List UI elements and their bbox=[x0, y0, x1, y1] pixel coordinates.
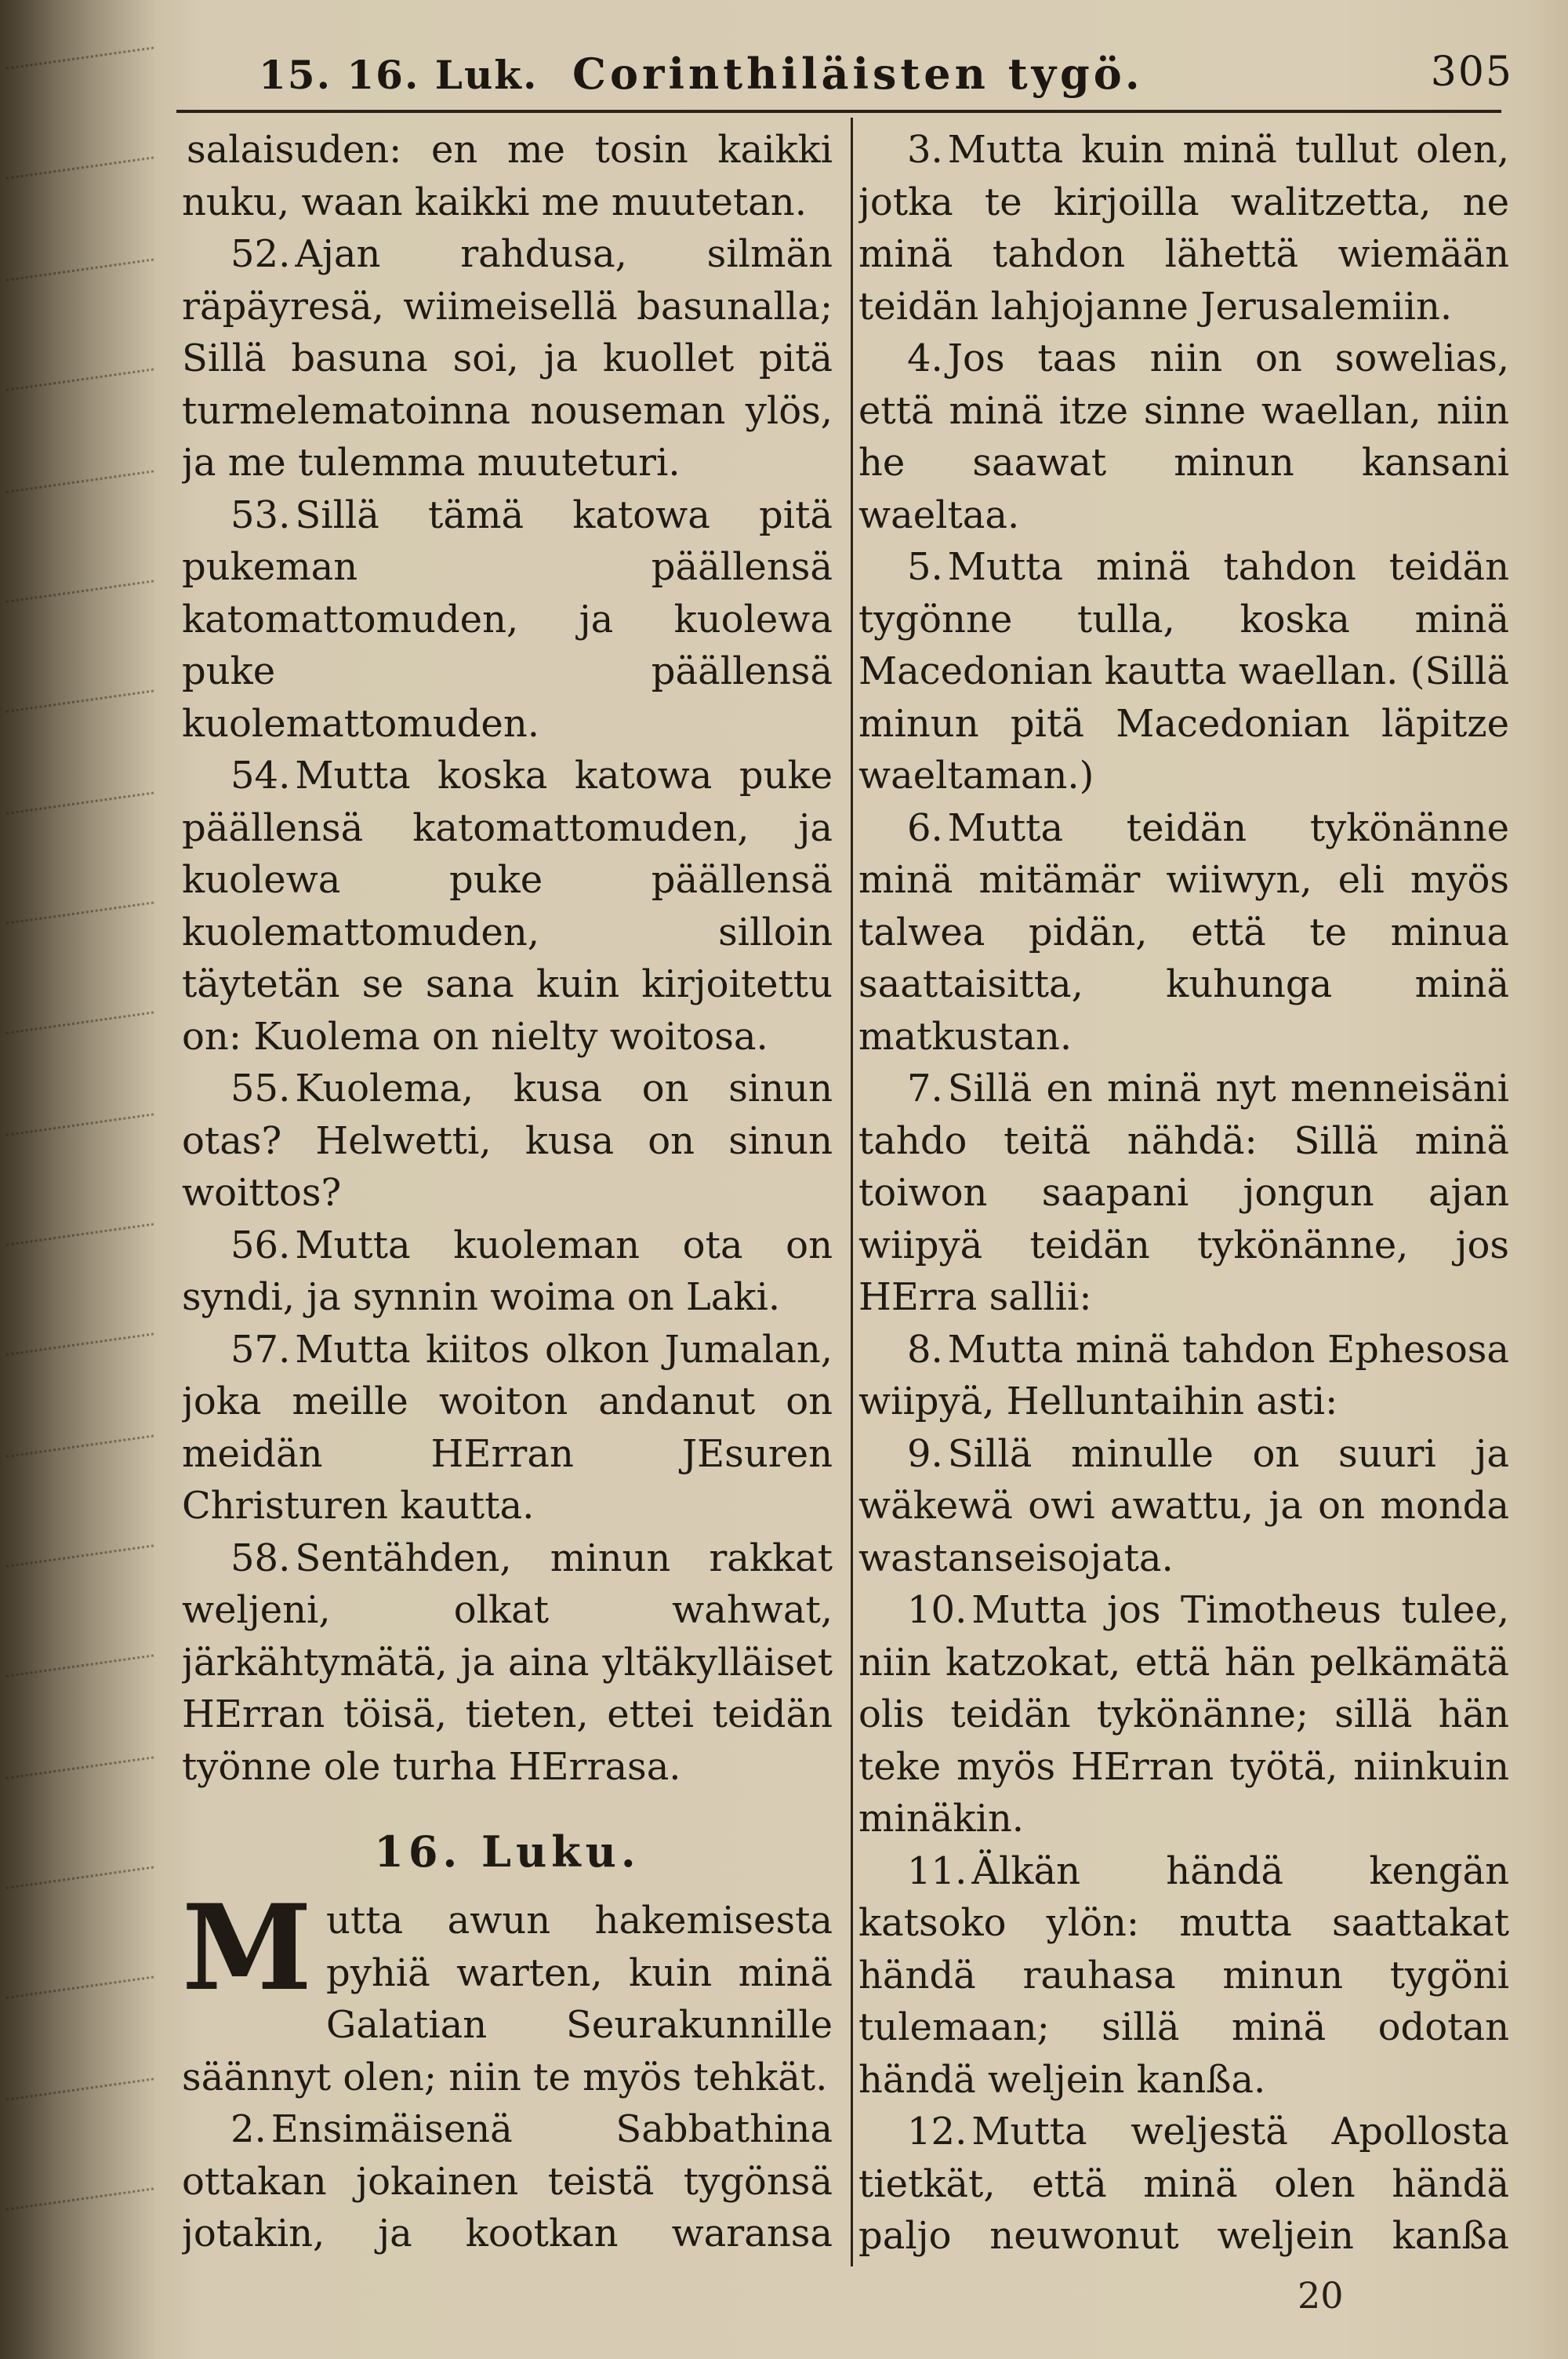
verse-text: Mutta kuoleman ota on syndi, ja synnin woima on Laki. bbox=[182, 1223, 833, 1319]
verse-text: Sillä en minä nyt menneisäni tahdo teitä nähdä: Sillä minä toiwon saapani jongun ajan wiipyä teidän tykönänne, jos HErra sallii: bbox=[858, 1067, 1509, 1319]
chapter-heading: 16. Luku. bbox=[374, 1826, 641, 1877]
verse-text: utta awun hakemisesta pyhiä warten, kuin minä Galatian Seurakunnille säännyt olen; niin te myös tehkät. bbox=[182, 1899, 833, 2099]
verse-text: Jos taas niin on sowelias, että minä itze sinne waellan, niin he saawat minun kansani waeltaa. bbox=[858, 336, 1509, 537]
gutter-text-fragment bbox=[3, 1415, 154, 1458]
verse-text: Kuolema, kusa on sinun otas? Helwetti, kusa on sinun woittos? bbox=[182, 1067, 833, 1215]
gutter-text-fragment bbox=[3, 27, 154, 70]
verse-number: 57. bbox=[230, 1327, 291, 1372]
verse-number: 9. bbox=[907, 1431, 943, 1476]
verse-number: 53. bbox=[230, 493, 291, 537]
verse-text: Mutta kiitos olkon Jumalan, joka meille woiton andanut on meidän HErran JEsuren Christuren kautta. bbox=[182, 1327, 833, 1528]
verse-paragraph bbox=[858, 541, 1509, 802]
verse-paragraph bbox=[182, 1219, 833, 1324]
verse-text: salaisuden: en me tosin kaikki nuku, waan kaikki me muutetan. bbox=[182, 128, 833, 224]
verse-number: 2. bbox=[230, 2107, 267, 2151]
left-column bbox=[182, 124, 833, 2265]
facing-page-gutter bbox=[0, 0, 157, 2359]
gutter-text-fragment bbox=[3, 450, 154, 493]
verse-text: Mutta minä tahdon Ephesosa wiipyä, Helluntaihin asti: bbox=[858, 1327, 1509, 1423]
header-rule bbox=[176, 110, 1501, 113]
verse-text: Sillä minulle on suuri ja wäkewä owi awattu, ja on monda wastanseisojata. bbox=[858, 1431, 1509, 1580]
verse-text: Sillä tämä katowa pitä pukeman päällensä katomattomuden, ja kuolewa puke päällensä kuolemattomuden. bbox=[182, 493, 833, 746]
right-column bbox=[858, 124, 1509, 2265]
verse-text: Mutta kuin minä tullut olen, jotka te kirjoilla walitzetta, ne minä tahdon lähettä wiemään teidän lahjojanne Jerusalemiin. bbox=[858, 128, 1509, 329]
verse-paragraph bbox=[182, 1532, 833, 1794]
verse-paragraph bbox=[858, 1063, 1509, 1324]
verse-number: 4. bbox=[907, 336, 943, 380]
verse-paragraph bbox=[858, 1324, 1509, 1428]
verse-paragraph bbox=[182, 1063, 833, 1219]
verse-text: Mutta weljestä Apollosta tietkät, että minä olen händä paljo neuwonut weljein kanßa bbox=[858, 2110, 1509, 2258]
verse-number: 8. bbox=[907, 1327, 943, 1372]
running-title: Corinthiläisten tygö. bbox=[572, 49, 1144, 99]
verse-number: 56. bbox=[230, 1223, 291, 1267]
gutter-text-fragment bbox=[3, 348, 154, 391]
verse-text: Ensimäisenä Sabbathina ottakan jokainen teistä tygönsä jotakin, ja kootkan waransa bbox=[182, 2107, 833, 2255]
verse-number: 7. bbox=[907, 1067, 943, 1110]
verse-paragraph bbox=[182, 2103, 833, 2265]
gutter-text-fragment bbox=[3, 1203, 154, 1246]
gutter-text-fragment bbox=[3, 238, 154, 282]
gutter-text-fragment bbox=[3, 1634, 154, 1677]
gutter-text-fragment bbox=[3, 772, 154, 815]
gutter-text-fragment bbox=[3, 670, 154, 713]
gutter-text-fragment bbox=[3, 1736, 154, 1779]
verse-text: Mutta koska katowa puke päällensä katomattomuden, ja kuolewa puke päällensä kuolemattomuden, silloin täytetän se sana kuin kirjoitettu on: Kuolema on nielty woitosa. bbox=[182, 754, 833, 1059]
verse-text: Mutta teidän tykönänne minä mitämär wiiwyn, eli myös talwea pidän, että te minua saattaisitta, kuhunga minä matkustan. bbox=[858, 805, 1509, 1059]
gutter-text-fragment bbox=[3, 560, 154, 603]
running-head bbox=[259, 47, 1513, 110]
gutter-text-fragment bbox=[3, 1093, 154, 1136]
verse-paragraph bbox=[858, 802, 1509, 1063]
page-number: 305 bbox=[1430, 49, 1513, 96]
gutter-text-fragment bbox=[3, 1956, 154, 1999]
verse-number: 6. bbox=[907, 805, 943, 850]
gutter-text-fragment bbox=[3, 881, 154, 925]
verse-text: Ajan rahdusa, silmän räpäyresä, wiimeisellä basunalla; Sillä basuna soi, ja kuollet pitä turmelematoinna nouseman ylös, ja me tulemma muuteturi. bbox=[182, 232, 833, 485]
verse-paragraph bbox=[182, 1324, 833, 1532]
gutter-text-fragment bbox=[3, 2058, 154, 2101]
signature-mark: 20 bbox=[1298, 2274, 1344, 2317]
gutter-text-fragment bbox=[3, 991, 154, 1034]
verse-paragraph bbox=[858, 2106, 1509, 2265]
verse-paragraph bbox=[858, 1428, 1509, 1585]
verse-paragraph bbox=[182, 124, 833, 228]
gutter-text-fragment bbox=[3, 1313, 154, 1356]
verse-paragraph bbox=[182, 750, 833, 1063]
verse-number: 55. bbox=[230, 1067, 291, 1110]
chapter-range-label: 15. 16. Luk. bbox=[259, 52, 539, 98]
drop-cap: M bbox=[182, 1879, 313, 2017]
verse-number: 3. bbox=[907, 128, 943, 172]
verse-paragraph bbox=[182, 228, 833, 489]
verse-paragraph bbox=[858, 1845, 1509, 2106]
verse-text: Älkän händä kengän katsoko ylön: mutta saattakat händä rauhasa minun tygöni tulemaan; sillä minä odotan händä weljein kanßa. bbox=[858, 1848, 1509, 2102]
verse-paragraph bbox=[858, 1584, 1509, 1845]
verse-number: 54. bbox=[230, 754, 291, 798]
verse-number: 5. bbox=[907, 545, 943, 589]
verse-text: Mutta minä tahdon teidän tygönne tulla, koska minä Macedonian kautta waellan. (Sillä minun pitä Macedonian läpitze waeltaman.) bbox=[858, 545, 1509, 798]
chapter-opening-paragraph bbox=[182, 1879, 833, 2103]
gutter-text-fragment bbox=[3, 1525, 154, 1568]
verse-number: 10. bbox=[907, 1588, 967, 1632]
verse-number: 52. bbox=[230, 232, 291, 276]
verse-text: Mutta jos Timotheus tulee, niin katzokat, että hän pelkämätä olis teidän tykönänne; sillä hän teke myös HErran työtä, niinkuin minäkin. bbox=[858, 1588, 1509, 1841]
gutter-text-fragment bbox=[3, 136, 154, 180]
verse-number: 11. bbox=[907, 1848, 967, 1893]
verse-number: 58. bbox=[230, 1536, 291, 1580]
verse-number: 12. bbox=[907, 2110, 967, 2154]
gutter-text-fragment bbox=[3, 2168, 154, 2211]
verse-paragraph bbox=[182, 489, 833, 751]
gutter-text-fragment bbox=[3, 1846, 154, 1889]
column-divider bbox=[851, 118, 853, 2266]
verse-paragraph bbox=[858, 124, 1509, 333]
verse-text: Sentähden, minun rakkat weljeni, olkat wahwat, järkähtymätä, ja aina yltäkylläiset HErran töisä, tieten, ettei teidän työnne ole turha HErrasa. bbox=[182, 1536, 833, 1789]
verse-paragraph bbox=[858, 333, 1509, 541]
